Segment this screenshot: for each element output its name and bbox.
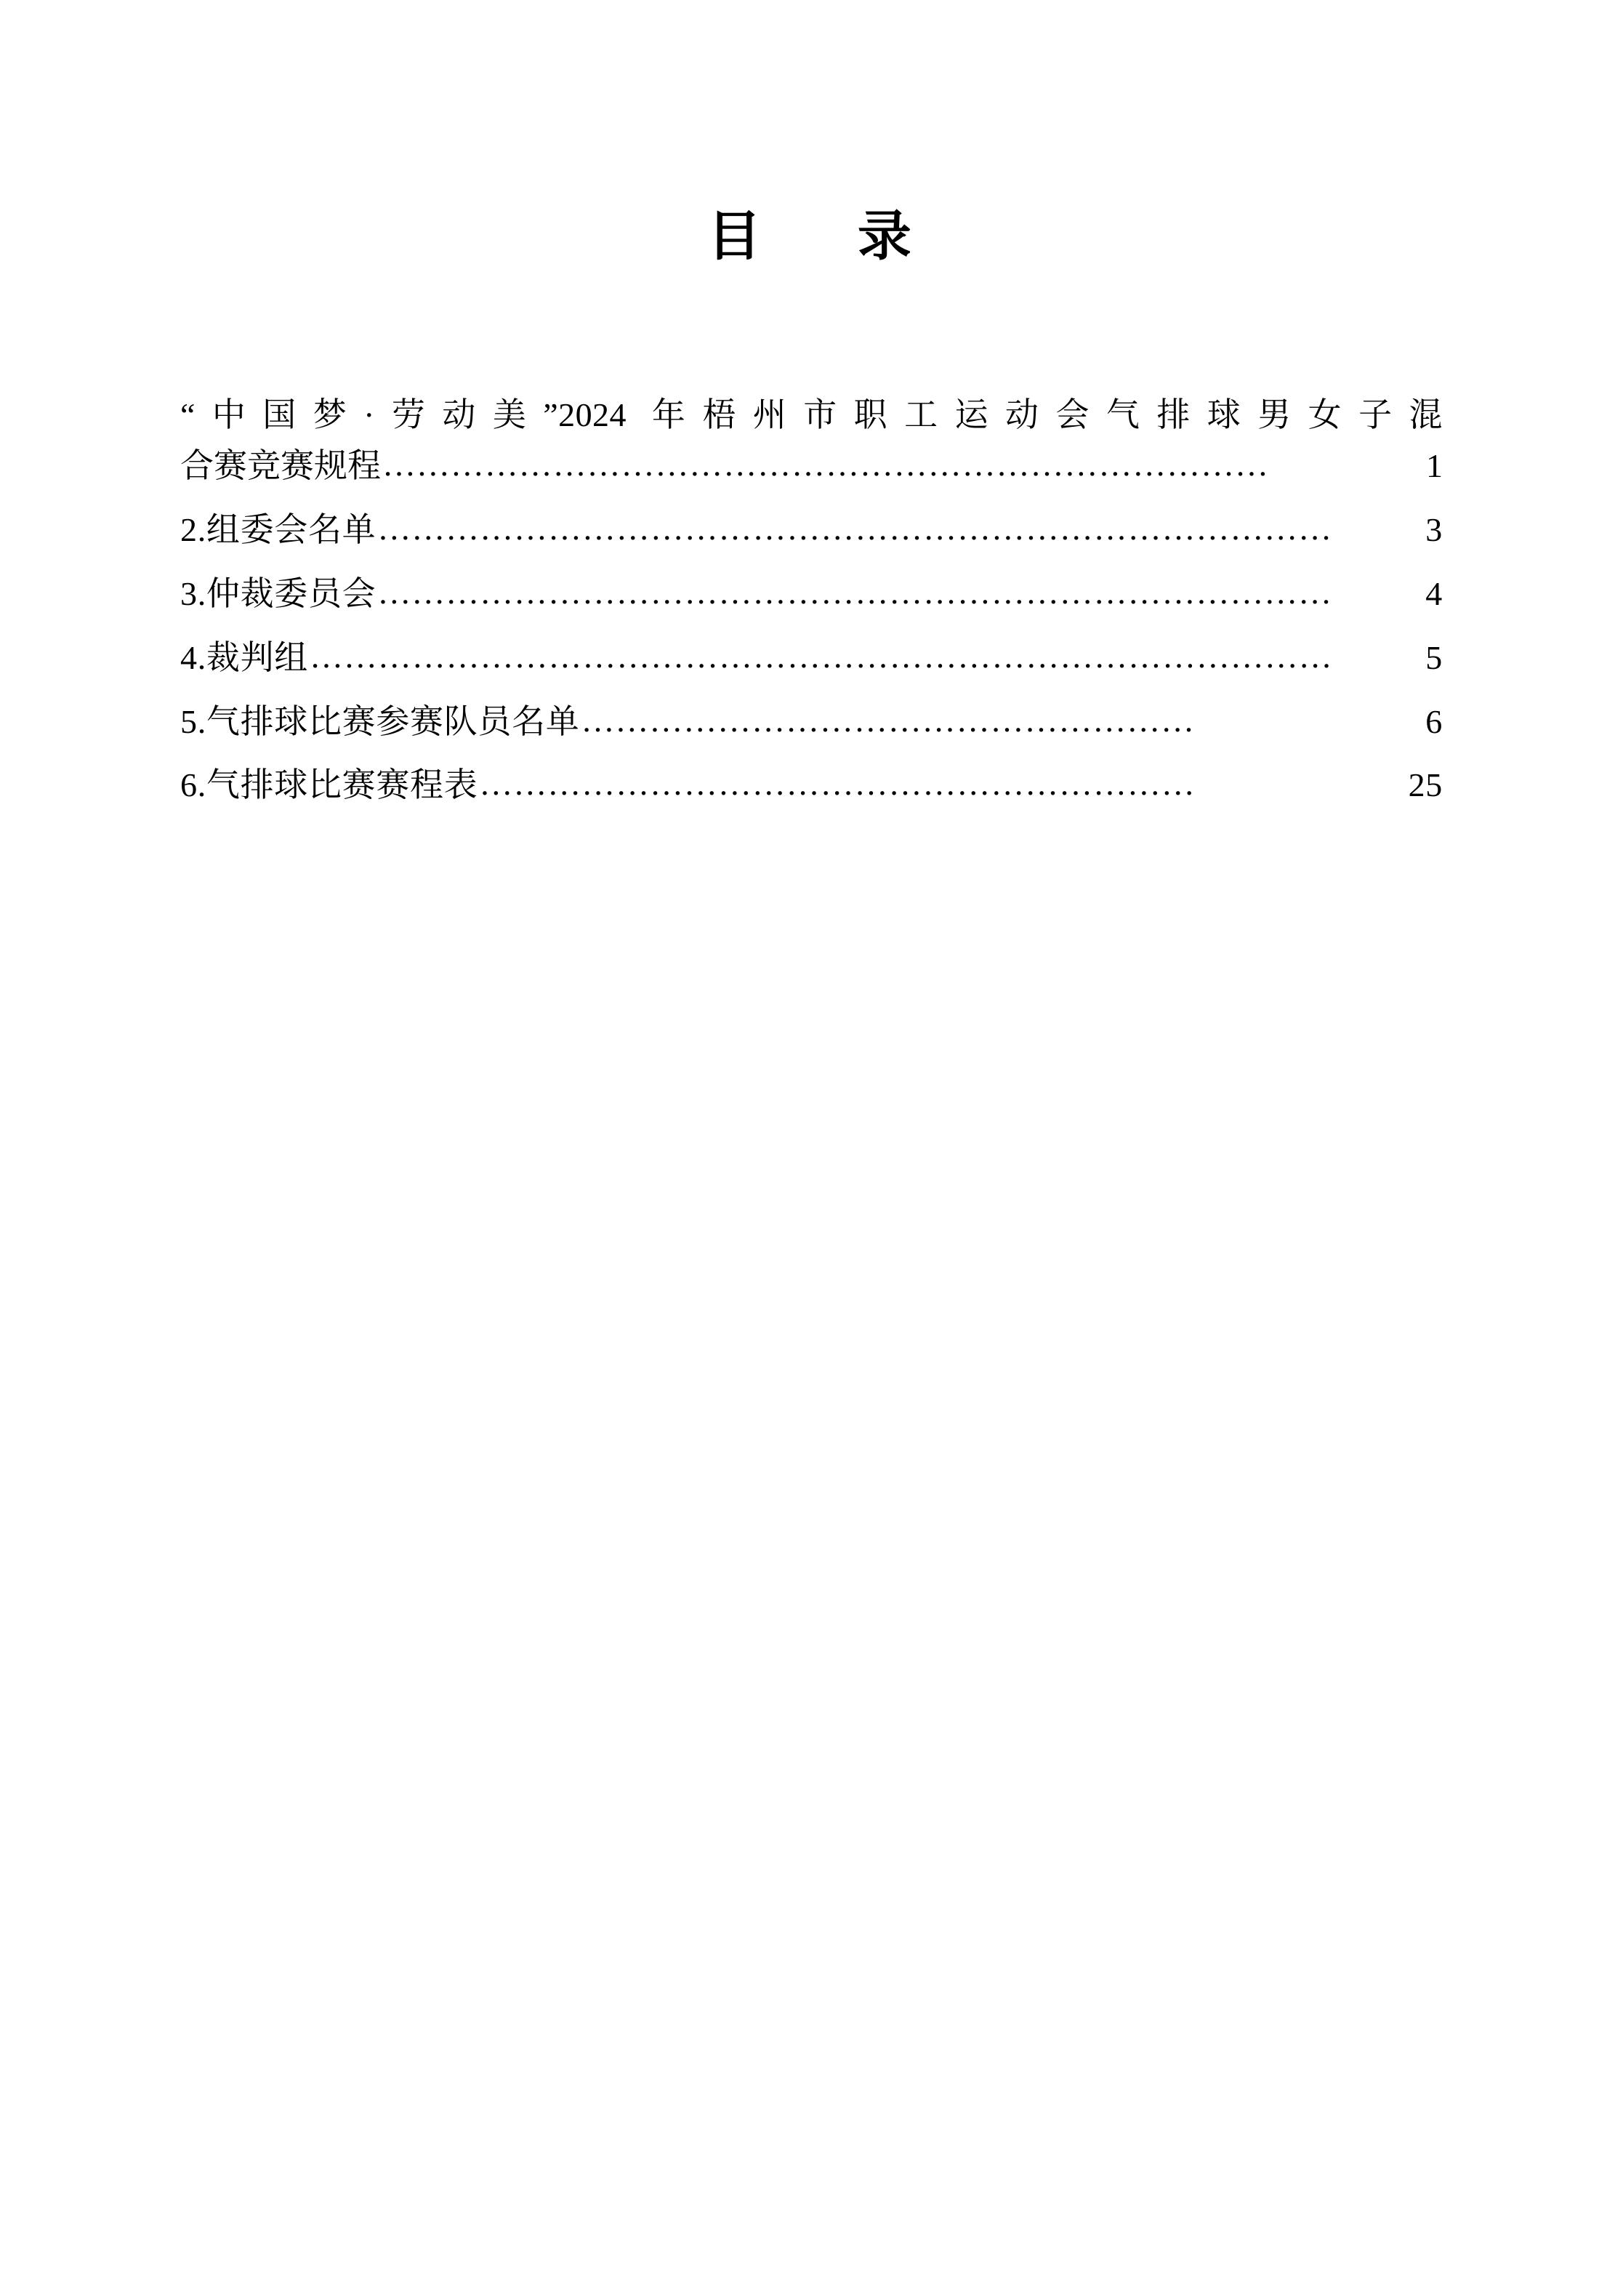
- toc-entry-6[interactable]: [180, 760, 1443, 811]
- toc-leader-5: ………………………………………………: [581, 701, 1196, 739]
- toc-entry-1-line2: [180, 441, 1443, 491]
- toc-entry-1-title-line2: 合赛竞赛规程: [180, 446, 381, 484]
- toc-entry-2[interactable]: [180, 505, 1443, 555]
- toc-page-2: 3: [1425, 510, 1443, 548]
- toc-entry-5[interactable]: [180, 697, 1443, 747]
- toc-entry-3-title: 3.仲裁委员会: [180, 574, 376, 612]
- toc-entry-2-title: 2.组委会名单: [180, 510, 376, 548]
- toc-entry-3[interactable]: [180, 569, 1443, 619]
- toc-page-3: 4: [1425, 574, 1443, 612]
- toc-entry-5-title: 5.气排球比赛参赛队员名单: [180, 702, 580, 740]
- toc-leader-1: ……………………………………………………………………: [382, 445, 1269, 483]
- toc-leader-6: ………………………………………………………: [479, 765, 1196, 803]
- toc-entry-4[interactable]: [180, 633, 1443, 683]
- toc-page-6: 25: [1408, 766, 1443, 804]
- toc-page-5: 6: [1425, 702, 1443, 740]
- toc-entry-6-title: 6.气排球比赛赛程表: [180, 766, 478, 804]
- toc-page-1: 1: [1426, 446, 1443, 484]
- toc-leader-2: …………………………………………………………………………: [377, 509, 1333, 547]
- toc-entry-1-title-line1: “中国梦·劳动美”2024 年梧州市职工运动会气排球男女子混: [180, 396, 1443, 433]
- page-title: 目 录: [707, 205, 916, 268]
- toc-entry-1[interactable]: [180, 390, 1443, 491]
- toc-leader-4: ………………………………………………………………………………: [309, 637, 1333, 675]
- toc-leader-3: …………………………………………………………………………: [377, 573, 1333, 611]
- table-of-contents: [180, 390, 1443, 824]
- toc-page-4: 5: [1425, 638, 1443, 676]
- toc-entry-4-title: 4.裁判组: [180, 638, 308, 676]
